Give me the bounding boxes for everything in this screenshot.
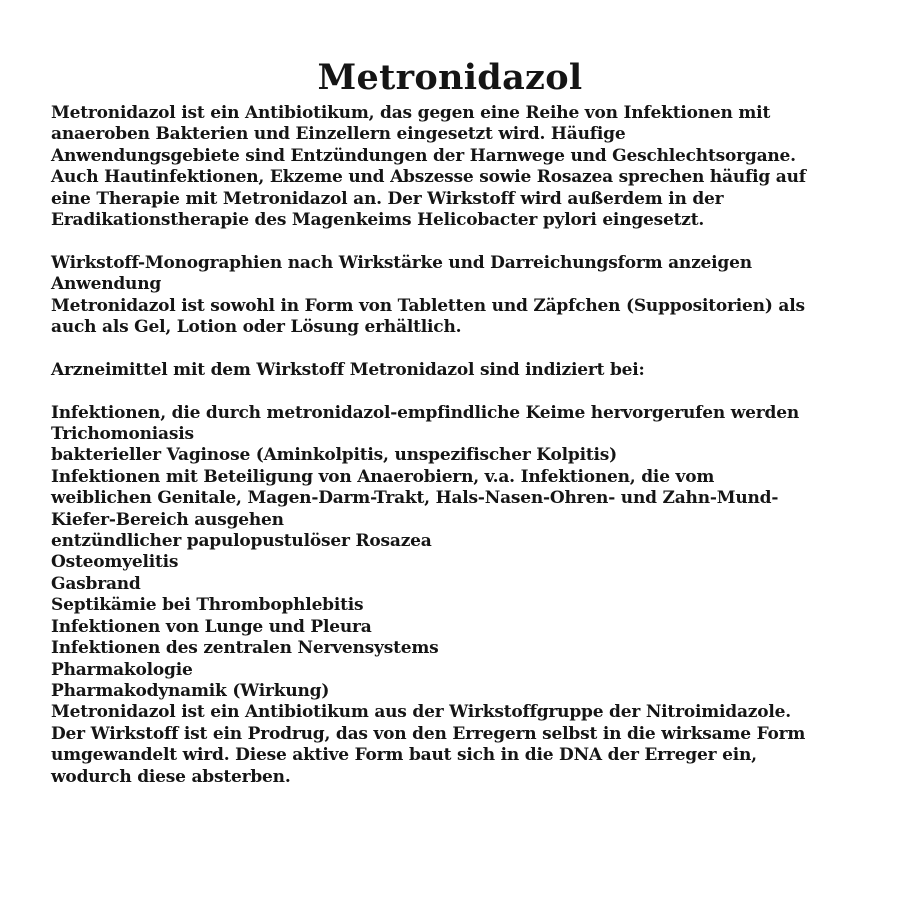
text-line: Osteomyelitis [51, 552, 179, 573]
text-line: Metronidazol ist sowohl in Form von Tabletten und Zäpfchen (Suppositorien) als [51, 295, 805, 316]
text-line: Infektionen, die durch metronidazol-empfindliche Keime hervorgerufen werden [51, 402, 799, 423]
text-line: bakterieller Vaginose (Aminkolpitis, unspezifischer Kolpitis) [51, 445, 617, 466]
text-line: Metronidazol ist ein Antibiotikum aus der Wirkstoffgruppe der Nitroimidazole. [51, 702, 791, 723]
text-line: Anwendungsgebiete sind Entzündungen der Harnwege und Geschlechtsorgane. [51, 145, 796, 166]
text-line: Wirkstoff-Monographien nach Wirkstärke und Darreichungsform anzeigen [51, 252, 752, 273]
text-line: Septikämie bei Thrombophlebitis [51, 595, 364, 616]
text-line: Trichomoniasis [51, 424, 194, 445]
text-line: Auch Hautinfektionen, Ekzeme und Abszesse sowie Rosazea sprechen häufig auf [51, 167, 806, 188]
text-line: Gasbrand [51, 573, 141, 594]
text-line: Kiefer-Bereich ausgehen [51, 509, 284, 530]
text-line: Infektionen mit Beteiligung von Anaerobiern, v.a. Infektionen, die vom [51, 466, 715, 487]
paragraph-intro [51, 103, 856, 231]
text-line: umgewandelt wird. Diese aktive Form baut sich in die DNA der Erreger ein, [51, 745, 757, 766]
text-line: Eradikationstherapie des Magenkeims Helicobacter pylori eingesetzt. [51, 210, 705, 231]
text-line: Pharmakodynamik (Wirkung) [51, 680, 330, 701]
text-line: Anwendung [51, 274, 162, 295]
text-line: Infektionen des zentralen Nervensystems [51, 638, 439, 659]
text-line: Der Wirkstoff ist ein Prodrug, das von den Erregern selbst in die wirksame Form [51, 723, 806, 744]
text-line: Arzneimittel mit dem Wirkstoff Metronidazol sind indiziert bei: [51, 359, 645, 380]
text-line: entzündlicher papulopustulöser Rosazea [51, 531, 432, 552]
text-line: Pharmakologie [51, 659, 193, 680]
paragraph-indikation-intro [51, 360, 856, 381]
text-line: auch als Gel, Lotion oder Lösung erhältlich. [51, 317, 462, 338]
paragraph-monographien-anwendung [51, 253, 856, 339]
text-line: anaeroben Bakterien und Einzellern eingesetzt wird. Häufige [51, 124, 626, 145]
text-line: wodurch diese absterben. [51, 766, 291, 787]
page-title: Metronidazol [317, 57, 583, 98]
text-line: weiblichen Genitale, Magen-Darm-Trakt, Hals-Nasen-Ohren- und Zahn-Mund- [51, 488, 779, 509]
text-line: eine Therapie mit Metronidazol an. Der Wirkstoff wird außerdem in der [51, 188, 724, 209]
text-line: Metronidazol ist ein Antibiotikum, das gegen eine Reihe von Infektionen mit [51, 103, 771, 123]
paragraph-indikationen-pharmakologie [51, 403, 856, 788]
document-body [0, 99, 900, 788]
text-line: Infektionen von Lunge und Pleura [51, 616, 372, 637]
